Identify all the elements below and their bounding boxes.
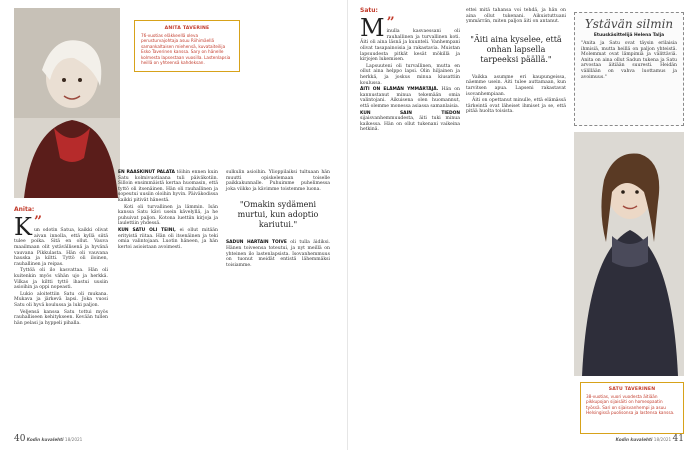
paragraph-text: Hän on kannustanut minua tekemään omia valintojani. Aikuisena olen huomannut, että olemme monessa asiassa samanlaisia.: [360, 87, 461, 109]
column-2: [118, 170, 218, 432]
sidebar-title: Ystävän silmin: [584, 17, 674, 31]
speaker-name: Satu:: [360, 7, 378, 14]
dropcap: K: [14, 212, 32, 241]
quote-mark-icon: ”: [33, 213, 42, 230]
paragraph: Vaikka asumme eri kaupungeissa, näemme usein. Äiti tulee auttamaan, kun tarvitsen apua. Lapseni rakastavat isovanhempiaan.: [466, 74, 566, 97]
infobox-title: SATU TAVERINEN: [608, 387, 656, 392]
column-2: [466, 8, 566, 428]
paragraph: Lapsuuteni oli turvallinen, mutta en ollut aina helppo lapsi. Olin hiljainen ja herkkä, ja joskus minua kiusattiin koulussa.: [360, 63, 460, 86]
infobox-title: ANITA TAVERINE: [164, 26, 210, 31]
issue-number: 18/2021: [64, 437, 83, 442]
paragraph-text: sijaisvanhemmuudesta, äiti tuki minua kaikessa. Hän on ollut tukenani vaikeina hetkinä.: [360, 116, 460, 133]
issue-number: 18/2021: [653, 437, 672, 442]
column-1: [14, 207, 108, 427]
footer-right: [616, 434, 684, 444]
sidebar-text: "Anita ja Satu ovat täysin erilaisia ihmisiä, mutta heillä on paljon yhteistä. Molemmat ovat lämpimiä ja välittäviä. Anita on aina ollut Sadun tukena ja Satu arvostaa äitiään suuresti. Heidän välillään on vahva luottamus ja avoimuus.": [581, 41, 677, 80]
paragraph: un odotin Satua, kaikki olivat aivan innolla, että kyllä siitä tulee poika. Sitä en ollut. Vauva maailmaan olit ystävällisenä ja hyvänä vauvana Pikkulasta. Hän oli vauvana hauska ja kiltti. Tyttö oli iloinen, rauhallinen ja reipas.: [14, 228, 108, 267]
speaker-label: [14, 207, 108, 214]
paragraph: sulkulin asioihin. Ylioppilaiksi tultuaan hän muutti opiskelemaan toiselle paikkakunnalle. Puhuimme puhelimessa joka viikko ja kävimme toistemme luona.: [226, 170, 330, 192]
paragraph: Koti oli turvallinen ja lämmin. Isän kanssa Satu kävi usein kävelyllä, ja he puhuivat paljon. Kotona luettiin kirjoja ja laulettiin yhdessä.: [118, 204, 218, 227]
infobox-satu: [580, 382, 684, 434]
paragraph: Äiti on opettanut minulle, että elämässä tärkeintä ovat läheiset ihmiset ja se, että pitää huolta toisista.: [466, 98, 566, 115]
right-page: [348, 0, 696, 450]
portrait-photo-anita: [14, 8, 120, 198]
subheading: ÄITI ON ELÄMÄN YMMÄRTÄJÄ.: [360, 87, 439, 93]
paragraph-text: töihin ennen kuin Satu kolmivuotiaana tuli päiväkotiin. Silloin ensimmäistä kertaa huomasin, että tyttö oli itsenäinen. Hän oli rauhallinen ja sopeutui uusiin oloihin hyvin. Päiväkodissa kaikki pitivät hänestä.: [118, 170, 218, 203]
paragraph: inulla kasvaessani oli rauhallinen ja turvallinen koti. Äiti oli aina läsnä ja kuunteli. Vanhempani olivat tasapainoisia ja rakastavia. Muistan lapsuudesta pitkät kesät mökillä ja kirjojen lukemisen.: [360, 29, 460, 63]
page-number: 40: [14, 434, 26, 444]
speaker-name: Anita:: [14, 206, 35, 213]
sidebar-friend-view: [574, 12, 684, 126]
infobox-anita: [134, 20, 240, 72]
quote-mark-icon: ”: [386, 14, 395, 31]
paragraph-text: oli tulla äidiksi. Hänen toiveensa toteutui, ja nyt meillä on yhteinen ilo lastenlapsista. Isovanhemmuus on tuonut meidät entistä lähemmäksi toisiamme.: [226, 240, 330, 268]
portrait-photo-satu: [574, 132, 684, 376]
pull-quote: "Äiti aina kyselee, että onhan lapsella tarpeeksi päällä.": [470, 34, 562, 64]
paragraph: Veljensä kanssa Satu tottui myös rauhalliseen kehitykseen. Kevään tullen hän pelasi ja hyppeli pihalla.: [14, 309, 108, 326]
pull-quote: "Omakin sydämeni murtui, kun adoptio kariutui.": [237, 200, 319, 230]
subheading: KUN SAIN TIEDON: [360, 110, 460, 116]
footer-left: [14, 434, 82, 444]
magazine-name: Kodin kuvalehti: [26, 437, 64, 442]
paragraph-text: ei ollut mitään erityistä riitaa. Hän oli itsenäinen ja teki omia valintojaan. Luotin häneen, ja hän kertoi asioistaan avoimesti.: [118, 227, 218, 250]
subheading: KUN SATU OLI TEINI,: [118, 227, 176, 233]
column-1: [360, 8, 460, 428]
page-number: 41: [672, 434, 684, 444]
dropcap: M: [360, 13, 385, 42]
infobox-text: 38-vuotias, vuori vuodesta äitiään pikkupojan sijaisäiti on homeopaatin työssä. Sari on sijaisvanhempi ja asuu Helsingissä puolisonsa ja lastensa kanssa.: [586, 394, 675, 416]
paragraph: ettei mitä tahansa voi tehdä, ja hän on aina ollut tukenani. Aikuistuttuani ymmärrän, miten paljon äiti on antanut.: [466, 8, 566, 25]
paragraph: Tyttöä oli ilo kasvattaa. Hän oli kuitenkin myös vähän ujo ja herkkä. Vilkas ja kiltti tyttö ihastui uusiin asioihin ja oppi nopeasti.: [14, 268, 108, 291]
infobox-text: 76-vuotias eläkkeellä oleva perusturvajohtaja asuu Riihimäellä samankaltaisen miehensä, kuvataiteilija Esko Taverinen kanssa. Sary on hänelle kolmesta lapsestaan vuosilla. Lastenlapsia heillä on yhteensä kahdeksan.: [141, 33, 231, 66]
subheading: EN RAASKINUT PALATA: [118, 170, 175, 175]
column-3: [226, 170, 330, 432]
magazine-name: Kodin kuvalehti: [615, 437, 653, 442]
sidebar-subtitle: Etuuskäsittelijä Helena Talja: [593, 33, 665, 38]
subheading: SADUN HARTAIN TOIVE: [226, 240, 287, 246]
speaker-label: [360, 8, 460, 15]
paragraph: Lukio aloitettiin Satu oli mukana. Mukava ja järkevä lapsi. Joka vuosi Satu oli hyvä koulussa ja luki paljon.: [14, 291, 108, 308]
